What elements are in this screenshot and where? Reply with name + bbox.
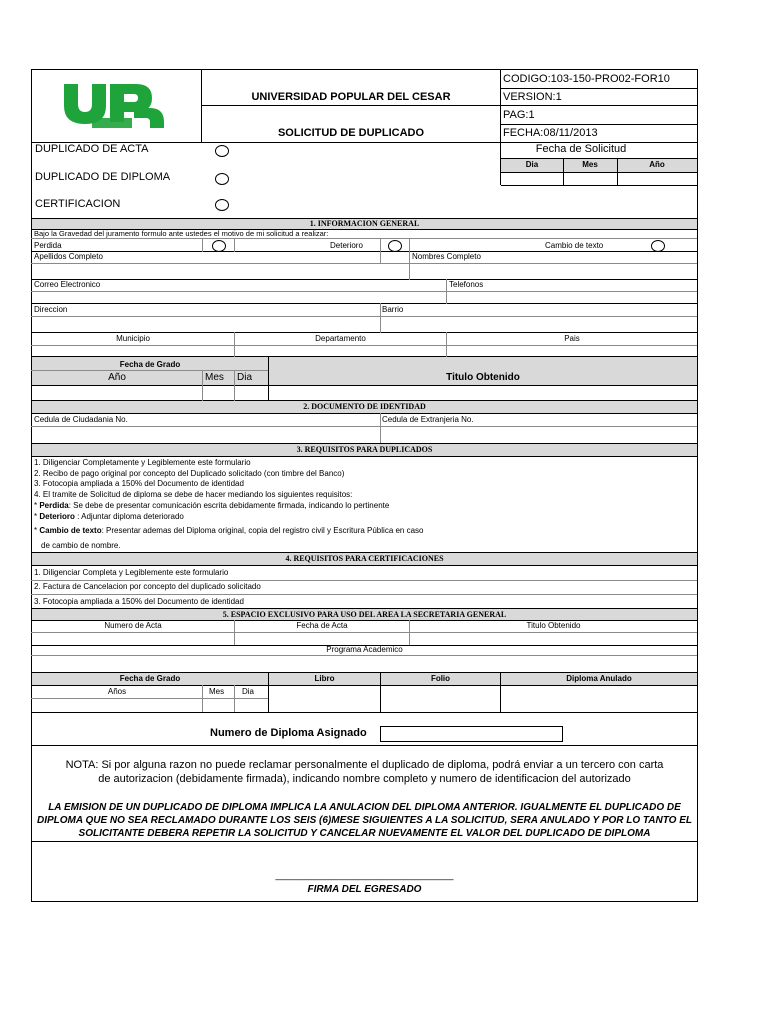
sec5-dia: Dia [242,687,255,696]
sec5-title: 5. ESPACIO EXCLUSIVO PARA USO DEL AREA LA SECRETARIA GENERAL [222,610,507,619]
sec3-perdida: * Perdida: Se debe de presentar comunicación escrita debidamente firmada, indicando lo pertinente [34,501,390,510]
sec3-cambio-text: : Presentar ademas del Diploma original, copia del registro civil y Escritura Pública en caso [101,526,424,535]
pais-label: Pais [564,334,580,343]
university-logo [62,78,168,130]
apellidos-input[interactable] [32,264,409,279]
sec5-anos: Años [107,687,127,696]
fecha: FECHA:08/11/2013 [503,127,598,139]
pag: PAG:1 [503,109,535,121]
correo-input[interactable] [32,292,446,303]
sec4-req-2: 2. Factura de Cancelacion por concepto del duplicado solicitado [34,582,261,591]
option-acta-label: DUPLICADO DE ACTA [35,143,149,155]
sec5-mes: Mes [209,687,225,696]
departamento-label: Departamento [315,334,366,343]
sec4-req-3: 3. Fotocopia ampliada a 150% del Documento de identidad [34,597,244,606]
fecha-grado-label: Fecha de Grado [119,360,181,369]
titulo-obtenido-label: Titulo Obtenido [446,372,520,383]
perdida-radio[interactable] [212,240,226,252]
sec5-fecha-grado: Fecha de Grado [119,674,181,683]
sec5-libro-input[interactable] [269,686,380,712]
option-certificacion-radio[interactable] [215,199,229,211]
barrio-label: Barrio [382,305,404,314]
university-name: UNIVERSIDAD POPULAR DEL CESAR [251,91,451,103]
deterioro-radio[interactable] [388,240,402,252]
perdida-label: Perdida [34,241,62,250]
sec5-titulo: Titulo Obtenido [526,621,581,630]
cedula-label: Cedula de Ciudadania No. [34,415,128,424]
telefonos-label: Telefonos [449,280,484,289]
fecha-grado-mes-input[interactable] [203,386,234,400]
form-title: SOLICITUD DE DUPLICADO [277,127,425,139]
option-diploma-label: DUPLICADO DE DIPLOMA [35,171,171,183]
warning-line-3: SOLICITANTE DEBERA REPETIR LA SOLICITUD Y CANCELAR NUEVAMENTE EL VALOR DEL DUPLICADO DE DIPLOMA [78,828,651,839]
sec5-diploma-anulado: Diploma Anulado [566,674,632,683]
cambio-radio[interactable] [651,240,665,252]
warning-line-2: DIPLOMA QUE NO SEA RECLAMADO DURANTE LOS SEIS (6)MESE SIGUIENTES A LA SOLICITUD, SERA ANULADO Y POR LO TANTO EL [36,815,693,826]
sec3-deterioro-text: : Adjuntar diploma deteriorado [74,512,184,521]
cedula-input[interactable] [32,427,380,443]
municipio-label: Municipio [116,334,150,343]
sec5-programa-input[interactable] [32,656,697,672]
warning-line-1: LA EMISION DE UN DUPLICADO DE DIPLOMA IMPLICA LA ANULACION DEL DIPLOMA ANTERIOR. IGUALMENTE EL DUPLICADO DE [48,802,681,813]
sec4-req-1: 1. Diligenciar Completa y Legiblemente este formulario [34,568,229,577]
fecha-grado-ano-input[interactable] [32,386,202,400]
fecha-solicitud-label: Fecha de Solicitud [535,143,627,155]
correo-label: Correo Electronico [34,280,101,289]
sec3-perdida-label: Perdida [39,501,69,510]
sec1-oath: Bajo la Gravedad del juramento formulo ante ustedes el motivo de mi solicitud a realizar: [34,229,329,238]
barrio-input[interactable] [381,317,697,332]
firma-label: FIRMA DEL EGRESADO [307,884,422,895]
option-acta-radio[interactable] [215,145,229,157]
fecha-solicitud-mes-input[interactable] [564,173,616,184]
sec5-numero-acta: Numero de Acta [104,621,162,630]
nombres-input[interactable] [410,264,697,279]
deterioro-label: Deterioro [330,241,363,250]
fecha-solicitud-dia-input[interactable] [502,173,562,184]
fecha-solicitud-ano-input[interactable] [618,173,696,184]
sec3-perdida-text: : Se debe de presentar comunicación escrita debidamente firmada, indicando lo pertinente [68,501,390,510]
municipio-input[interactable] [32,346,234,356]
extranjeria-input[interactable] [381,427,697,443]
sec5-programa: Programa Academico [326,645,403,654]
apellidos-label: Apellidos Completo [34,252,103,261]
sec5-folio: Folio [430,674,451,683]
version: VERSION:1 [503,91,562,103]
signature-line[interactable]: ________________________________ [275,870,454,881]
sec5-fecha-acta: Fecha de Acta [296,621,348,630]
direccion-input[interactable] [32,317,380,332]
nota-line-1: NOTA: Si por alguna razon no puede reclamar personalmente el duplicado de diploma, podrá enviar a un tercero con carta [65,759,664,771]
direccion-label: Direccion [34,305,68,314]
fecha-grado-dia: Dia [237,372,253,383]
pais-input[interactable] [447,346,697,356]
nota-line-2: de autorizacion (debidamente firmada), indicando nombre completo y numero de identificacion del autorizado [98,773,631,785]
sec5-folio-input[interactable] [381,686,500,712]
option-certificacion-label: CERTIFICACION [35,198,121,210]
option-diploma-radio[interactable] [215,173,229,185]
fecha-solicitud-mes: Mes [582,160,598,169]
sec3-cambio-label: Cambio de texto [39,526,102,535]
sec3-title: 3. REQUISITOS PARA DUPLICADOS [296,445,433,454]
sec4-title: 4. REQUISITOS PARA CERTIFICACIONES [285,554,444,563]
sec5-diploma-anulado-input[interactable] [501,686,697,712]
fecha-grado-mes: Mes [205,372,224,383]
sec3-req-3: 3. Fotocopia ampliada a 150% del Documento de identidad [34,479,244,488]
numero-diploma-label: Numero de Diploma Asignado [210,727,367,739]
sec3-req-1: 1. Diligenciar Completamente y Legiblemente este formulario [34,458,251,467]
sec3-deterioro: * Deterioro : Adjuntar diploma deteriorado [34,512,184,521]
titulo-obtenido-input[interactable] [269,386,697,400]
codigo: CODIGO:103-150-PRO02-FOR10 [503,73,670,85]
departamento-input[interactable] [235,346,446,356]
nombres-label: Nombres Completo [412,252,481,261]
fecha-grado-ano: Año [108,372,126,383]
sec5-titulo-input[interactable] [410,633,697,645]
sec3-req-2: 2. Recibo de pago original por concepto del Duplicado solicitado (con timbre del Banco) [34,469,345,478]
sec5-numero-acta-input[interactable] [32,633,234,645]
sec3-cambio: * Cambio de texto: Presentar ademas del Diploma original, copia del registro civil y Escritura Pública en caso [34,526,424,535]
cambio-label: Cambio de texto [545,241,604,250]
sec5-fecha-acta-input[interactable] [235,633,409,645]
extranjeria-label: Cedula de Extranjeria No. [382,415,474,424]
fecha-solicitud-dia: Dia [525,160,539,169]
fecha-grado-dia-input[interactable] [235,386,268,400]
sec1-title: 1. INFORMACION GENERAL [309,219,420,228]
sec3-cambio-text-2: de cambio de nombre. [41,541,121,550]
sec5-libro: Libro [314,674,335,683]
sec3-req-4: 4. El tramite de Solicitud de diploma se debe de hacer mediando los siguientes requisitos: [34,490,353,499]
numero-diploma-input[interactable] [381,727,562,741]
sec2-title: 2. DOCUMENTO DE IDENTIDAD [303,402,426,411]
sec3-deterioro-label: Deterioro [39,512,75,521]
telefonos-input[interactable] [447,292,697,303]
fecha-solicitud-ano: Año [649,160,665,169]
